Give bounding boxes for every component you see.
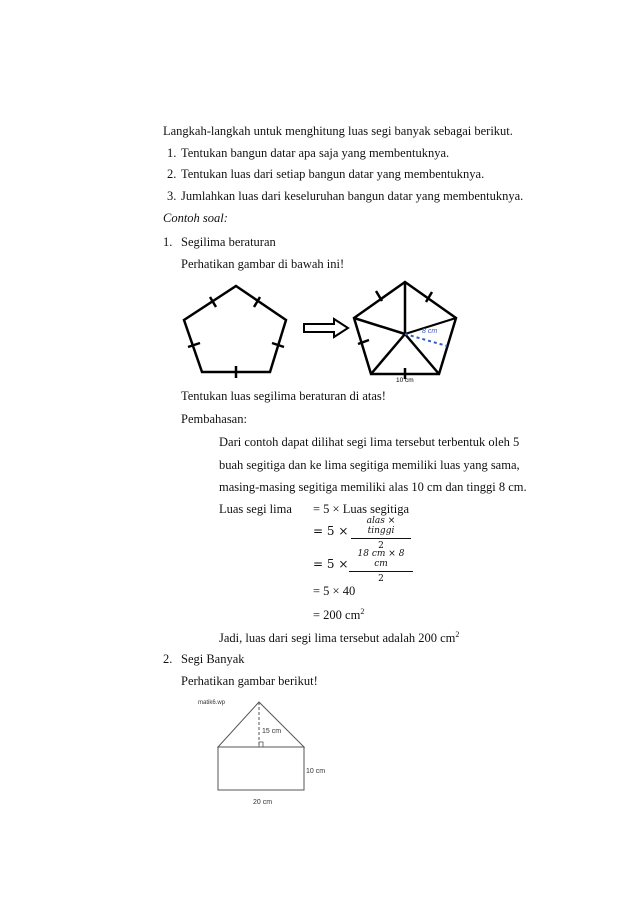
fraction-2-numerator: 18 cm × 8 cm — [349, 549, 413, 572]
fraction-1 — [351, 516, 411, 551]
divided-pentagon-figure — [350, 278, 460, 382]
calc-line-2-prefix: = 5 × — [313, 524, 349, 538]
polygon-house-figure — [196, 696, 336, 811]
step-1-text: Tentukan bangun datar apa saja yang membentuknya. — [181, 146, 450, 160]
step-1-number: 1. — [167, 146, 177, 160]
calc-label: Luas segi lima — [219, 502, 292, 516]
example-1-title: Segilima beraturan — [181, 235, 276, 249]
intro-text: Langkah-langkah untuk menghitung luas segi banyak sebagai berikut. — [163, 124, 513, 138]
discussion-line-1: Dari contoh dapat dilihat segi lima tersebut terbentuk oleh 5 — [219, 435, 520, 449]
example-2-number: 2. — [163, 652, 173, 666]
conclusion-exponent: 2 — [455, 630, 460, 639]
conclusion-body: Jadi, luas dari segi lima tersebut adalah 200 cm — [219, 631, 456, 646]
fraction-2-denominator: 2 — [378, 574, 384, 584]
rectangle-base-label: 20 cm — [253, 799, 273, 806]
triangle-height-label: 15 cm — [262, 728, 282, 735]
calc-line-5 — [313, 604, 364, 623]
discussion-label: Pembahasan: — [181, 412, 247, 426]
example-1-instruction: Perhatikan gambar di bawah ini! — [181, 257, 345, 271]
discussion-line-2: buah segitiga dan ke lima segitiga memiliki luas yang sama, — [219, 458, 520, 472]
watermark-text: matik6.wp — [198, 700, 226, 706]
calc-result: = 200 cm — [313, 608, 361, 623]
fraction-2 — [349, 549, 413, 584]
example-2-instruction: Perhatikan gambar berikut! — [181, 674, 318, 688]
pentagon-figure — [180, 282, 290, 377]
step-2-text: Tentukan luas dari setiap bangun datar yang membentuknya. — [181, 167, 485, 181]
example-heading: Contoh soal: — [163, 211, 228, 225]
calc-result-exponent: 2 — [360, 607, 365, 616]
fraction-1-denominator: 2 — [378, 541, 384, 551]
calc-line-3-prefix: = 5 × — [313, 557, 349, 571]
example-1-question: Tentukan luas segilima beraturan di atas! — [181, 389, 386, 403]
step-3-text: Jumlahkan luas dari keseluruhan bangun datar yang membentuknya. — [181, 189, 524, 203]
conclusion-text — [219, 627, 459, 646]
example-1-number: 1. — [163, 235, 173, 249]
calc-line-4: = 5 × 40 — [313, 584, 356, 598]
step-3-number: 3. — [167, 189, 177, 203]
calc-line-1: = 5 × Luas segitiga — [313, 502, 410, 516]
base-label: 10 cm — [396, 377, 414, 384]
height-label: 8 cm — [422, 328, 438, 335]
rectangle-side-label: 10 cm — [306, 768, 326, 775]
arrow-right-icon — [302, 318, 350, 338]
step-2-number: 2. — [167, 167, 177, 181]
fraction-1-numerator: alas × tinggi — [351, 516, 411, 539]
discussion-line-3: masing-masing segitiga memiliki alas 10 cm dan tinggi 8 cm. — [219, 480, 527, 494]
example-2-title: Segi Banyak — [181, 652, 245, 666]
